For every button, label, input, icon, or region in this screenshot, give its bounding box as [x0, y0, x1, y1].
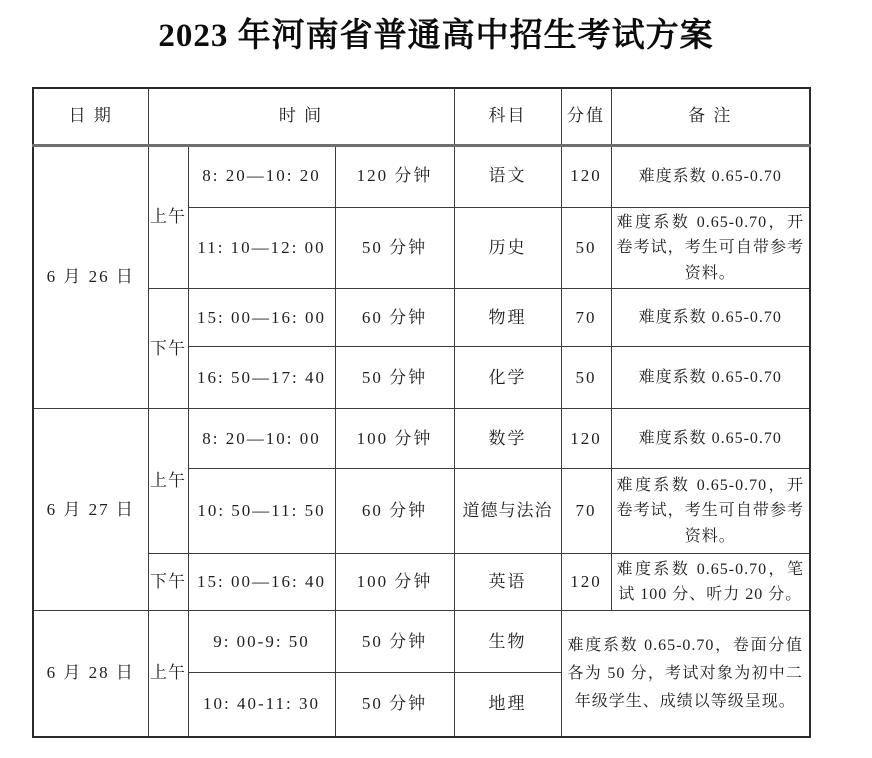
score-cell: 120 — [561, 145, 611, 207]
col-header-subject: 科目 — [454, 88, 561, 145]
remark-cell: 难度系数 0.65-0.70，开卷考试，考生可自带参考资料。 — [611, 207, 810, 289]
score-cell: 70 — [561, 289, 611, 347]
duration-cell: 60 分钟 — [335, 469, 454, 554]
duration-cell: 100 分钟 — [335, 554, 454, 611]
duration-cell: 50 分钟 — [335, 611, 454, 673]
remark-cell: 难度系数 0.65-0.70 — [611, 289, 810, 347]
duration-cell: 50 分钟 — [335, 207, 454, 289]
table-row — [33, 554, 810, 611]
table-row — [33, 145, 810, 207]
time-cell: 10: 40-11: 30 — [188, 673, 335, 737]
time-cell: 15: 00—16: 00 — [188, 289, 335, 347]
exam-schedule-table — [32, 87, 811, 738]
table-header-row — [33, 88, 810, 145]
remark-cell: 难度系数 0.65-0.70 — [611, 145, 810, 207]
score-cell: 120 — [561, 554, 611, 611]
score-cell: 70 — [561, 469, 611, 554]
time-cell: 15: 00—16: 40 — [188, 554, 335, 611]
col-header-score: 分值 — [561, 88, 611, 145]
subject-cell: 数学 — [454, 409, 561, 469]
remark-cell: 难度系数 0.65-0.70，笔试 100 分、听力 20 分。 — [611, 554, 810, 611]
subject-cell: 地理 — [454, 673, 561, 737]
session-cell-am: 上午 — [148, 145, 188, 289]
date-cell-june28: 6 月 28 日 — [33, 611, 148, 737]
table-row — [33, 289, 810, 347]
session-cell-am: 上午 — [148, 611, 188, 737]
date-cell-june27: 6 月 27 日 — [33, 409, 148, 611]
col-header-remark: 备 注 — [611, 88, 810, 145]
duration-cell: 100 分钟 — [335, 409, 454, 469]
merged-remark-cell: 难度系数 0.65-0.70，卷面分值各为 50 分，考试对象为初中二年级学生、成绩以等级呈现。 — [561, 611, 810, 737]
subject-cell: 生物 — [454, 611, 561, 673]
subject-cell: 历史 — [454, 207, 561, 289]
duration-cell: 120 分钟 — [335, 145, 454, 207]
col-header-date: 日 期 — [33, 88, 148, 145]
duration-cell: 50 分钟 — [335, 347, 454, 409]
time-cell: 16: 50—17: 40 — [188, 347, 335, 409]
table-row — [33, 611, 810, 673]
subject-cell: 英语 — [454, 554, 561, 611]
remark-cell: 难度系数 0.65-0.70，开卷考试，考生可自带参考资料。 — [611, 469, 810, 554]
table-row — [33, 409, 810, 469]
page-title: 2023 年河南省普通高中招生考试方案 — [158, 18, 714, 54]
session-cell-am: 上午 — [148, 409, 188, 554]
subject-cell: 语文 — [454, 145, 561, 207]
col-header-time: 时 间 — [148, 88, 454, 145]
time-cell: 8: 20—10: 00 — [188, 409, 335, 469]
subject-cell: 道德与法治 — [454, 469, 561, 554]
subject-cell: 化学 — [454, 347, 561, 409]
date-cell-june26: 6 月 26 日 — [33, 145, 148, 409]
time-cell: 10: 50—11: 50 — [188, 469, 335, 554]
remark-cell: 难度系数 0.65-0.70 — [611, 409, 810, 469]
session-cell-pm: 下午 — [148, 554, 188, 611]
time-cell: 8: 20—10: 20 — [188, 145, 335, 207]
subject-cell: 物理 — [454, 289, 561, 347]
score-cell: 120 — [561, 409, 611, 469]
score-cell: 50 — [561, 347, 611, 409]
time-cell: 9: 00-9: 50 — [188, 611, 335, 673]
time-cell: 11: 10—12: 00 — [188, 207, 335, 289]
duration-cell: 50 分钟 — [335, 673, 454, 737]
duration-cell: 60 分钟 — [335, 289, 454, 347]
remark-cell: 难度系数 0.65-0.70 — [611, 347, 810, 409]
score-cell: 50 — [561, 207, 611, 289]
session-cell-pm: 下午 — [148, 289, 188, 409]
